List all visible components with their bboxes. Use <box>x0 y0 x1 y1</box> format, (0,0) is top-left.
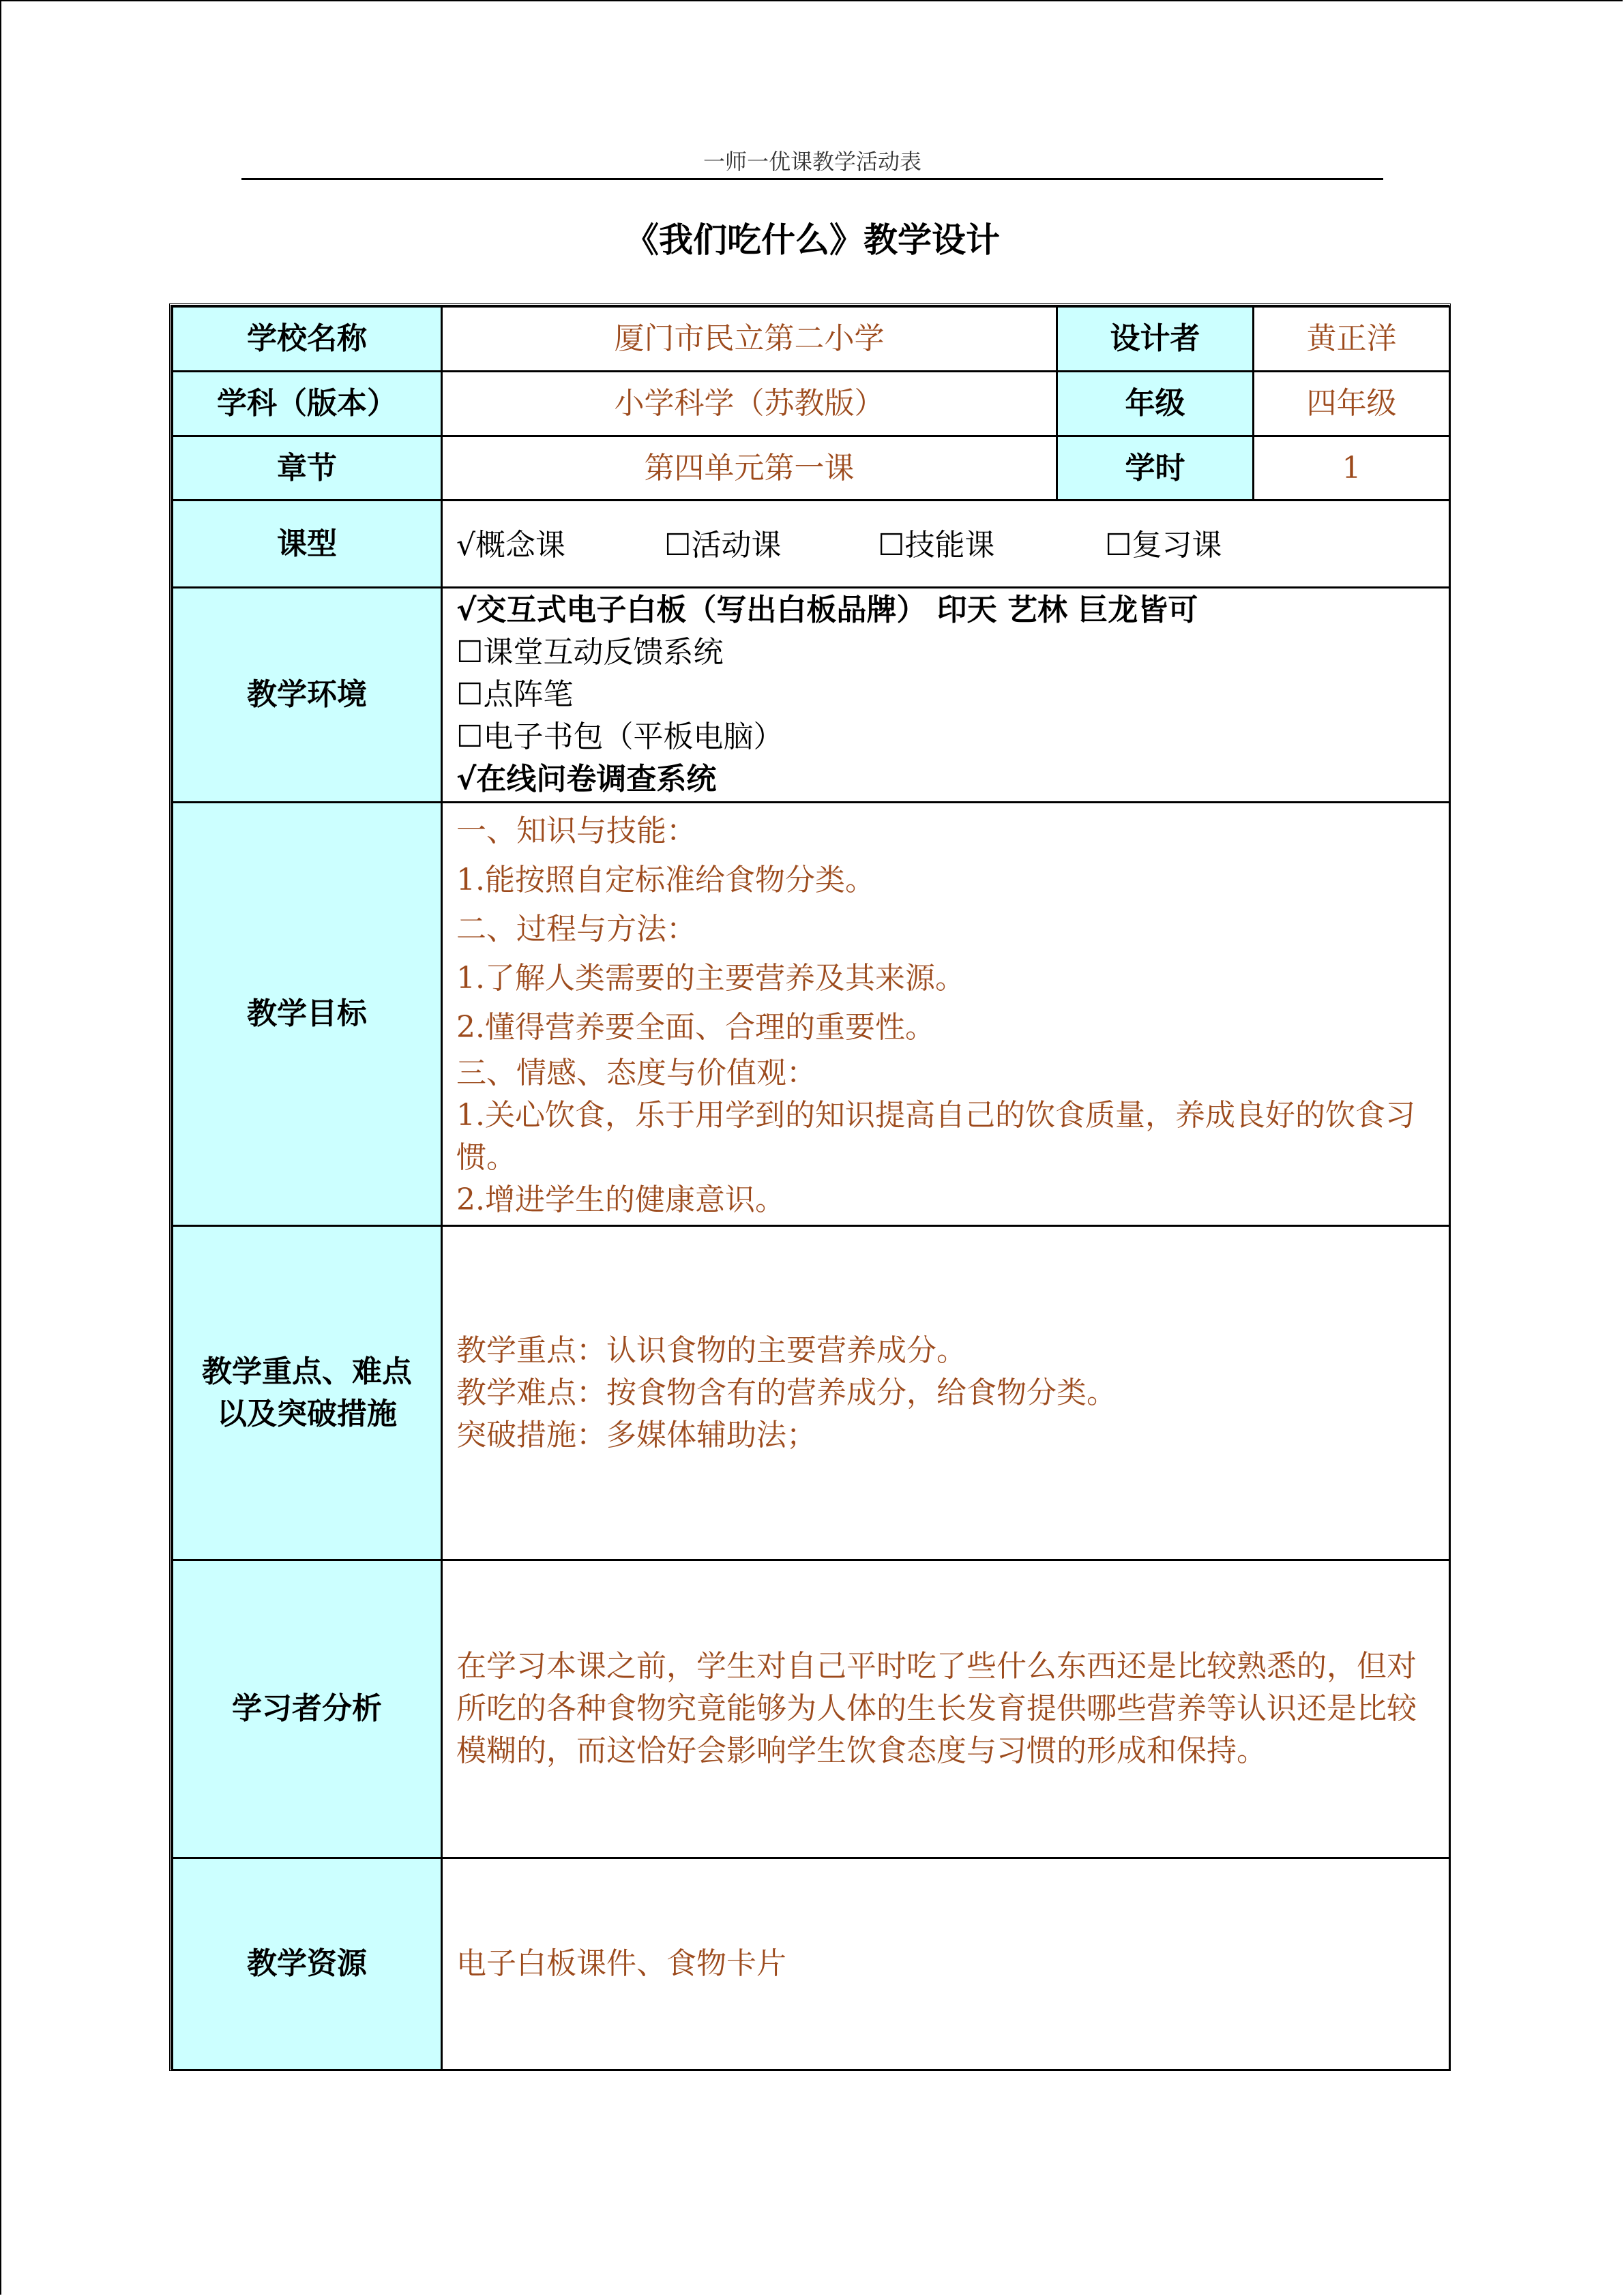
table-row-chapter <box>173 436 1450 501</box>
subject-value: 小学科学（苏教版） <box>442 372 1057 436</box>
course-type-option-concept: √概念课 <box>456 527 566 563</box>
environment-item: √在线问卷调查系统 <box>456 762 717 796</box>
school-value: 厦门市民立第二小学 <box>442 307 1057 372</box>
key-point-line: 突破措施：多媒体辅助法； <box>456 1417 816 1452</box>
environment-item: √交互式电子白板（写出白板品牌） 印天 艺林 巨龙皆可 <box>456 593 1198 627</box>
objectives-label: 教学目标 <box>173 803 442 1226</box>
objective-line: 2.增进学生的健康意识。 <box>456 1182 785 1217</box>
running-header: 一师一优课教学活动表 <box>703 149 921 175</box>
objective-line: 1.了解人类需要的主要营养及其来源。 <box>456 961 965 996</box>
table-row-environment <box>173 588 1450 803</box>
designer-value: 黄正洋 <box>1254 307 1450 372</box>
key-points-label <box>173 1226 442 1560</box>
table-row-school <box>173 307 1450 372</box>
course-type-options <box>442 501 1450 588</box>
document-title: 《我们吃什么》教学设计 <box>625 220 1000 260</box>
environment-content <box>442 588 1450 803</box>
grade-value: 四年级 <box>1254 372 1450 436</box>
resources-content <box>442 1858 1450 2070</box>
objective-line: 1.能按照自定标准给食物分类。 <box>456 863 875 897</box>
key-points-label-line: 以及突破措施 <box>217 1396 397 1431</box>
environment-item: ☐点阵笔 <box>456 677 574 712</box>
school-label: 学校名称 <box>173 307 442 372</box>
designer-label: 设计者 <box>1057 307 1254 372</box>
course-type-label: 课型 <box>173 501 442 588</box>
objective-line: 1.关心饮食，乐于用学到的知识提高自己的饮食质量，养成良好的饮食习惯。 <box>456 1098 1415 1175</box>
table-row-course-type <box>173 501 1450 588</box>
learner-analysis-label: 学习者分析 <box>173 1560 442 1858</box>
resources-text: 电子白板课件、食物卡片 <box>456 1946 786 1981</box>
chapter-value: 第四单元第一课 <box>442 436 1057 501</box>
objective-line: 一、知识与技能： <box>456 814 696 848</box>
key-point-line: 教学重点：认识食物的主要营养成分。 <box>456 1332 966 1368</box>
course-type-option-activity: ☐活动课 <box>664 527 782 563</box>
header-rule <box>241 178 1383 180</box>
course-type-option-review: ☐复习课 <box>1105 527 1222 563</box>
objectives-content <box>442 803 1450 1226</box>
grade-label: 年级 <box>1057 372 1254 436</box>
course-type-option-list <box>456 522 1435 567</box>
table-row-key-points <box>173 1226 1450 1560</box>
lesson-design-table <box>171 305 1451 2071</box>
hours-label: 学时 <box>1057 436 1254 501</box>
table-row-resources <box>173 1858 1450 2070</box>
lesson-design-table-frame <box>169 303 1451 2071</box>
table-row-objectives <box>173 803 1450 1226</box>
table-row-subject <box>173 372 1450 436</box>
objective-line: 二、过程与方法： <box>456 912 696 946</box>
environment-item: ☐课堂互动反馈系统 <box>456 635 724 670</box>
key-points-label-line: 教学重点、难点 <box>202 1354 412 1389</box>
key-point-line: 教学难点：按食物含有的营养成分，给食物分类。 <box>456 1375 1117 1410</box>
learner-analysis-content <box>442 1560 1450 1858</box>
hours-value: 1 <box>1254 436 1450 501</box>
chapter-label: 章节 <box>173 436 442 501</box>
resources-label: 教学资源 <box>173 1858 442 2070</box>
key-points-content <box>442 1226 1450 1560</box>
objective-line: 2.懂得营养要全面、合理的重要性。 <box>456 1010 935 1045</box>
learner-analysis-text: 在学习本课之前，学生对自己平时吃了些什么东西还是比较熟悉的，但对所吃的各种食物究竟能够为人体的生长发育提供哪些营养等认识还是比较模糊的，而这恰好会影响学生饮食态度与习惯的形成和保持。 <box>456 1649 1417 1768</box>
objective-line: 三、情感、态度与价值观： <box>456 1056 816 1090</box>
course-type-option-skill: ☐技能课 <box>878 527 995 563</box>
environment-label: 教学环境 <box>173 588 442 803</box>
environment-item: ☐电子书包（平板电脑） <box>456 719 784 754</box>
table-row-learner-analysis <box>173 1560 1450 1858</box>
subject-label: 学科（版本） <box>173 372 442 436</box>
